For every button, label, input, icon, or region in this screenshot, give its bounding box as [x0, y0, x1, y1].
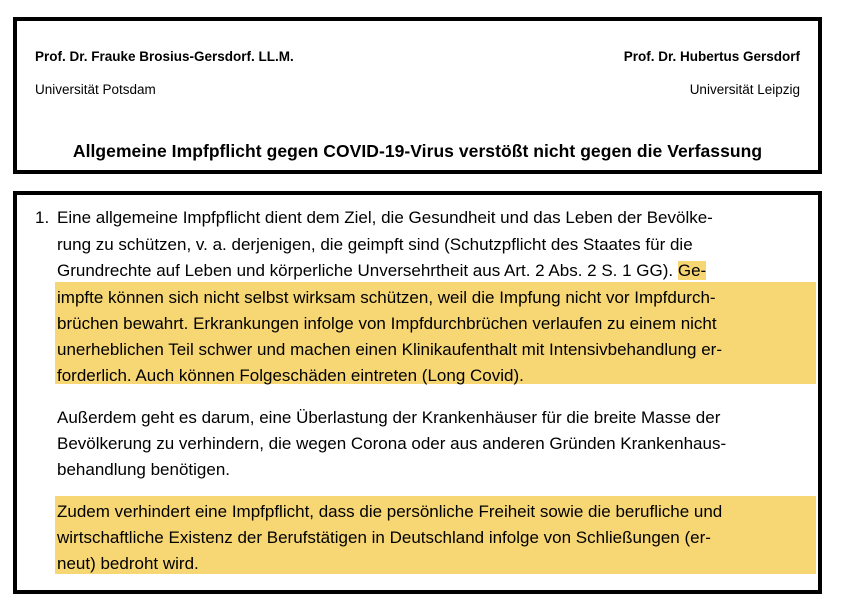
- body-box: [13, 191, 822, 594]
- p3-line-1: Zudem verhindert eine Impfpflicht, dass die persönliche Freiheit sowie die berufliche und: [57, 502, 723, 521]
- header-box: [13, 17, 822, 174]
- p1-line-3-plain: Grundrechte auf Leben und körperliche Unversehrtheit aus Art. 2 Abs. 2 S. 1 GG).: [57, 261, 674, 280]
- p1-line-7: forderlich. Auch können Folgeschäden eintreten (Long Covid).: [57, 366, 524, 385]
- p2-line-3: behandlung benötigen.: [57, 460, 230, 479]
- p1-line-3-highlight: Ge-: [677, 261, 707, 280]
- affiliation-left: Universität Potsdam: [35, 82, 156, 97]
- document-title: Allgemeine Impfpflicht gegen COVID-19-Virus verstößt nicht gegen die Verfassung: [72, 141, 763, 161]
- author-left: Prof. Dr. Frauke Brosius-Gersdorf. LL.M.: [35, 49, 294, 64]
- author-right: Prof. Dr. Hubertus Gersdorf: [623, 49, 800, 64]
- p1-line-1: Eine allgemeine Impfpflicht dient dem Ziel, die Gesundheit und das Leben der Bevölke-: [57, 208, 713, 227]
- p3-line-2: wirtschaftliche Existenz der Berufstätigen in Deutschland infolge von Schließungen (er-: [57, 528, 711, 547]
- p2-line-2: Bevölkerung zu verhindern, die wegen Corona oder aus anderen Gründen Krankenhaus-: [57, 434, 727, 453]
- p1-line-3: [57, 261, 706, 283]
- p3-line-3: neut) bedroht wird.: [57, 554, 199, 573]
- item-number: 1.: [35, 208, 50, 227]
- affiliation-right: Universität Leipzig: [689, 82, 800, 97]
- p1-line-4: impfte können sich nicht selbst wirksam schützen, weil die Impfung nicht vor Impfdurch-: [57, 288, 716, 307]
- p1-line-2: rung zu schützen, v. a. derjenigen, die geimpft sind (Schutzpflicht des Staates für die: [57, 235, 693, 254]
- p2-line-1: Außerdem geht es darum, eine Überlastung der Krankenhäuser für die breite Masse der: [57, 408, 721, 427]
- p1-line-6: unerheblichen Teil schwer und machen einen Klinikaufenthalt mit Intensivbehandlung er-: [57, 340, 722, 359]
- p1-line-5: brüchen bewahrt. Erkrankungen infolge von Impfdurchbrüchen verlaufen zu einem nicht: [57, 314, 717, 333]
